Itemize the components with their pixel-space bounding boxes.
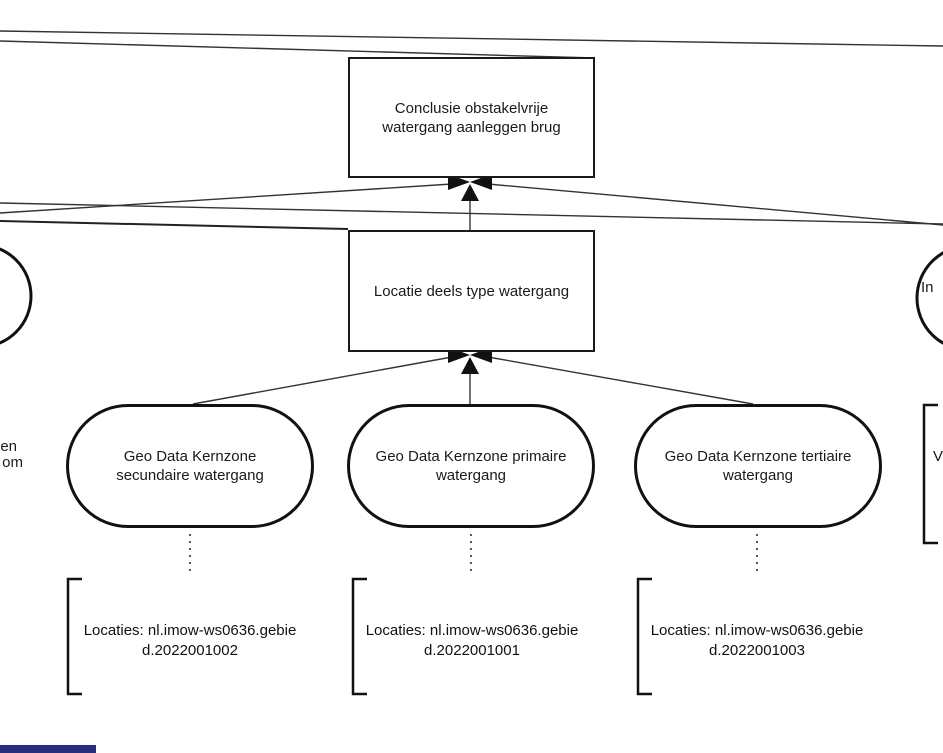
left-node-label-fragment-line2: om xyxy=(2,454,23,471)
input-node-geo-secundaire-label-line1: Geo Data Kernzone xyxy=(123,448,257,465)
input-node-geo-tertiaire-label-line2: watergang xyxy=(722,467,794,484)
edge-secundaire-to-location xyxy=(193,357,452,404)
arrowhead-up-into-location xyxy=(461,357,479,374)
input-node-geo-tertiaire[interactable] xyxy=(634,404,882,528)
edge-mid-to-location xyxy=(0,221,348,229)
annotation-locaties-2 xyxy=(347,621,597,661)
input-node-geo-secundaire[interactable] xyxy=(66,404,314,528)
annotation-locaties-1 xyxy=(65,621,315,661)
annotation-locaties-1-line2: d.2022001002 xyxy=(142,642,238,659)
edge-mid-long xyxy=(0,203,943,224)
right-annotation-text-fragment: V xyxy=(933,448,943,465)
decision-node-location[interactable] xyxy=(348,230,595,352)
edge-tertiaire-to-location xyxy=(488,357,753,404)
left-node-label-fragment-line1: en xyxy=(0,438,17,455)
decision-node-conclusion[interactable] xyxy=(348,57,595,178)
annotation-locaties-3 xyxy=(632,621,882,661)
annotation-locaties-3-line1: Locaties: nl.imow-ws0636.gebie xyxy=(650,622,864,639)
edge-top-long xyxy=(0,31,943,46)
annotation-locaties-1-line1: Locaties: nl.imow-ws0636.gebie xyxy=(83,622,297,639)
edge-top-to-conclusion xyxy=(0,41,595,58)
input-circle-right-partial[interactable] xyxy=(917,246,943,350)
annotation-locaties-2-line2: d.2022001001 xyxy=(424,642,520,659)
input-node-geo-primaire[interactable] xyxy=(347,404,595,528)
arrowhead-up-into-conclusion xyxy=(461,184,479,201)
annotation-locaties-3-line2: d.2022001003 xyxy=(709,642,805,659)
decision-node-conclusion-label-line1: Conclusie obstakelvrije xyxy=(394,99,549,117)
bottom-left-bar xyxy=(0,745,96,753)
input-node-geo-primaire-label-line1: Geo Data Kernzone primaire xyxy=(375,448,567,465)
annotation-locaties-2-line1: Locaties: nl.imow-ws0636.gebie xyxy=(365,622,579,639)
input-node-geo-primaire-label-line2: watergang xyxy=(435,467,507,484)
right-circle-label-fragment: In xyxy=(921,279,934,296)
input-circle-left-partial[interactable] xyxy=(0,245,31,347)
input-node-geo-secundaire-label-line2: secundaire watergang xyxy=(116,467,264,484)
input-node-geo-tertiaire-label-line1: Geo Data Kernzone tertiaire xyxy=(664,448,852,465)
decision-node-conclusion-label-line2: watergang aanleggen brug xyxy=(382,118,561,136)
bracket-annotation-right-partial xyxy=(924,405,938,543)
decision-node-location-label: Locatie deels type watergang xyxy=(373,282,570,300)
